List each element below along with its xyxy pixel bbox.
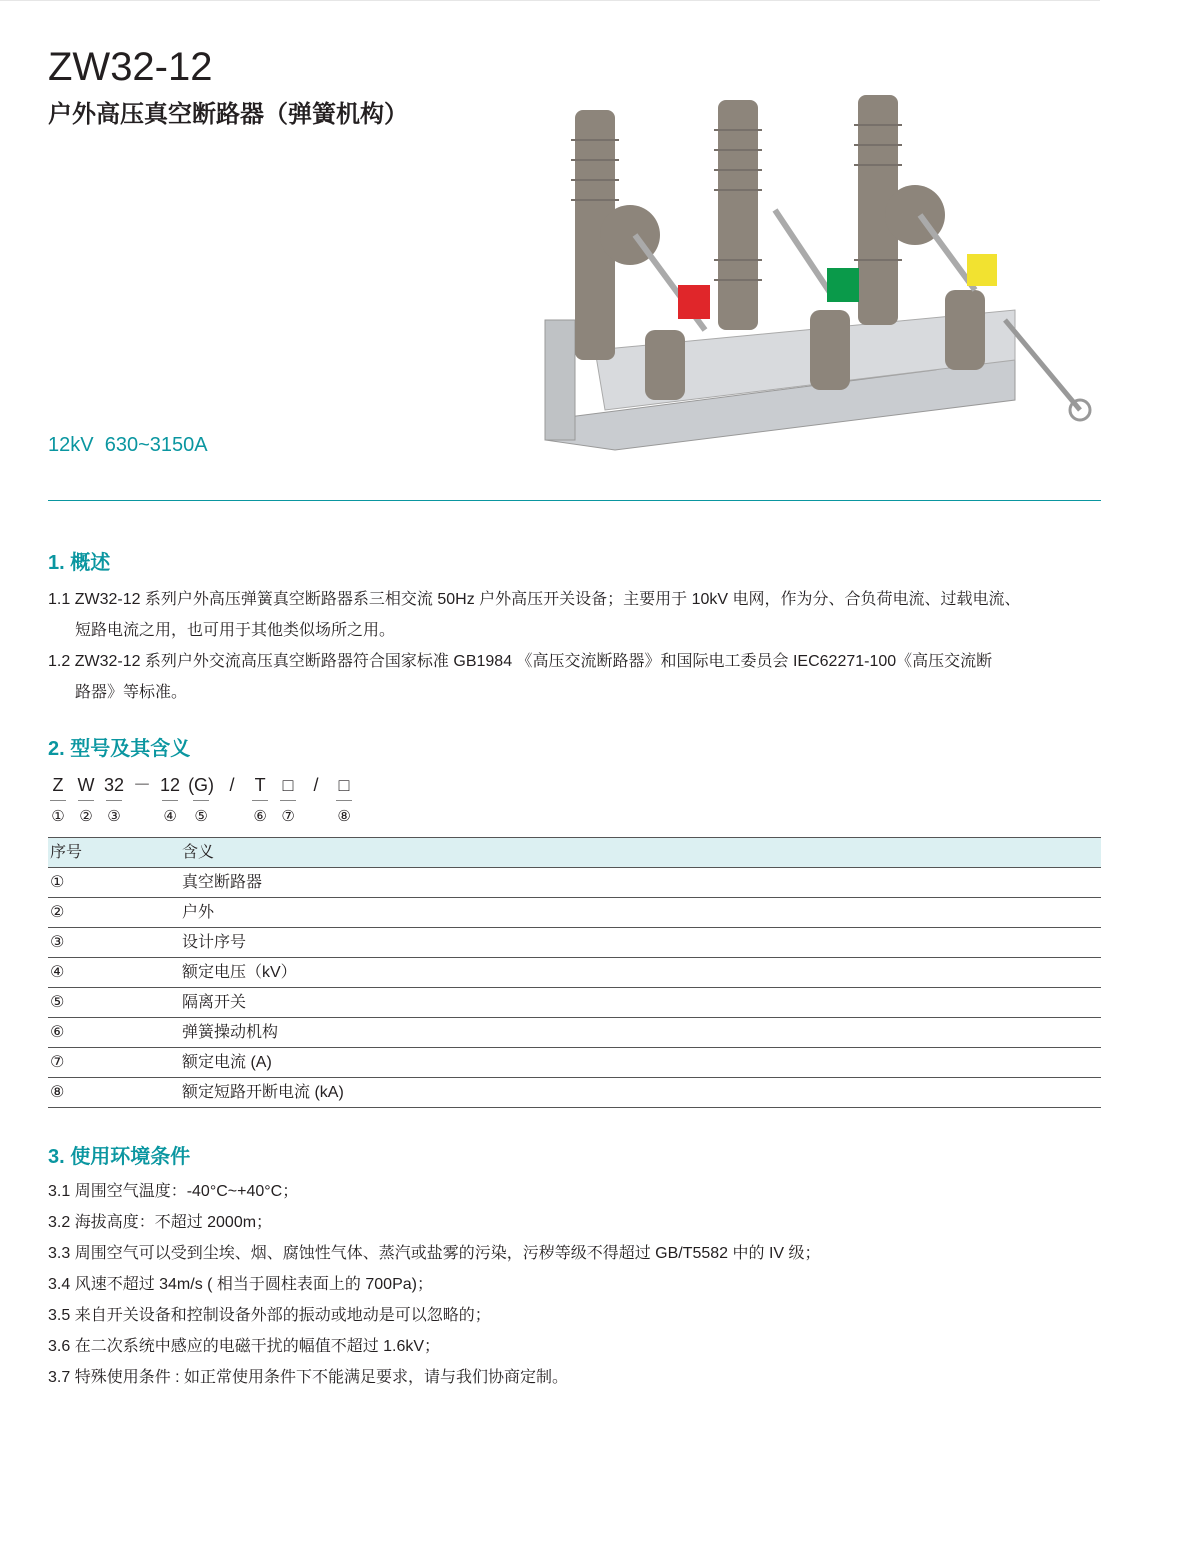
condition-line: 3.7 特殊使用条件 : 如正常使用条件下不能满足要求，请与我们协商定制。 [48, 1369, 569, 1386]
page-content [48, 501, 1101, 1393]
product-image [535, 70, 1105, 460]
model-section [48, 736, 1101, 1108]
table-row [48, 898, 1101, 928]
meaning-cell: 设计序号 [180, 928, 1101, 958]
marker: ⑦ [281, 808, 295, 825]
index-cell: ⑦ [48, 1048, 180, 1078]
table-header-row [48, 838, 1101, 868]
model-part: □ [282, 775, 294, 795]
marker: ② [79, 808, 93, 825]
condition-line: 3.6 在二次系统中感应的电磁干扰的幅值不超过 1.6kV； [48, 1338, 441, 1355]
marker: ④ [163, 808, 177, 825]
model-part: / [313, 775, 319, 795]
model-meaning-table [48, 837, 1101, 1108]
column-header: 含义 [180, 838, 1101, 868]
conditions-section [48, 1144, 1101, 1393]
index-cell: ⑤ [48, 988, 180, 1018]
model-part: 12 [160, 775, 181, 795]
overview-line: 1.2 ZW32-12 系列户外交流高压真空断路器符合国家标准 GB1984 《高压交流断路器》和国际电工委员会 IEC62271-100《高压交流断 [48, 653, 993, 670]
table-row [48, 958, 1101, 988]
model-part: Z [52, 775, 64, 795]
meaning-cell: 真空断路器 [180, 868, 1101, 898]
table-row [48, 1078, 1101, 1108]
model-part: W [77, 775, 95, 795]
product-spec: 12kV 630~3150A [48, 434, 208, 456]
index-cell: ① [48, 868, 180, 898]
overview-line: 1.1 ZW32-12 系列户外高压弹簧真空断路器系三相交流 50Hz 户外高压开关设备；主要用于 10kV 电网，作为分、合负荷电流、过载电流、 [48, 591, 1021, 608]
table-row [48, 868, 1101, 898]
index-cell: ② [48, 898, 180, 928]
table-row [48, 1018, 1101, 1048]
index-cell: ⑥ [48, 1018, 180, 1048]
top-border [0, 0, 1100, 1]
product-title: ZW32-12 [48, 45, 213, 89]
section-heading-overview: 1. 概述 [48, 552, 111, 574]
marker: ③ [107, 808, 121, 825]
meaning-cell: 额定短路开断电流 (kA) [180, 1078, 1101, 1108]
model-part: － [133, 775, 152, 795]
index-cell: ⑧ [48, 1078, 180, 1108]
condition-line: 3.4 风速不超过 34m/s ( 相当于圆柱表面上的 700Pa)； [48, 1276, 433, 1293]
model-part: 32 [104, 775, 125, 795]
model-part: / [229, 775, 235, 795]
marker: ⑤ [194, 808, 208, 825]
model-part: T [254, 775, 266, 795]
product-subtitle: 户外高压真空断路器（弹簧机构） [48, 101, 408, 128]
model-part: (G) [188, 775, 215, 795]
condition-line: 3.1 周围空气温度：-40°C~+40°C； [48, 1183, 299, 1200]
table-row [48, 1048, 1101, 1078]
condition-line: 3.2 海拔高度：不超过 2000m； [48, 1214, 273, 1231]
column-header: 序号 [48, 838, 180, 868]
section-heading-conditions: 3. 使用环境条件 [48, 1146, 191, 1168]
model-part: □ [338, 775, 350, 795]
index-cell: ④ [48, 958, 180, 988]
overview-section [48, 550, 1101, 708]
section-heading-model: 2. 型号及其含义 [48, 738, 191, 760]
meaning-cell: 额定电压（kV） [180, 958, 1101, 988]
condition-line: 3.5 来自开关设备和控制设备外部的振动或地动是可以忽略的； [48, 1307, 491, 1324]
table-row [48, 988, 1101, 1018]
meaning-cell: 隔离开关 [180, 988, 1101, 1018]
model-code [48, 774, 1101, 827]
meaning-cell: 户外 [180, 898, 1101, 928]
overview-line: 路器》等标准。 [75, 684, 188, 701]
marker: ⑥ [253, 808, 267, 825]
table-row [48, 928, 1101, 958]
meaning-cell: 弹簧操动机构 [180, 1018, 1101, 1048]
condition-line: 3.3 周围空气可以受到尘埃、烟、腐蚀性气体、蒸汽或盐雾的污染，污秽等级不得超过 GB/T5582 中的 IV 级； [48, 1245, 821, 1262]
marker: ① [51, 808, 65, 825]
marker: ⑧ [337, 808, 351, 825]
meaning-cell: 额定电流 (A) [180, 1048, 1101, 1078]
index-cell: ③ [48, 928, 180, 958]
overview-line: 短路电流之用，也可用于其他类似场所之用。 [75, 622, 396, 639]
